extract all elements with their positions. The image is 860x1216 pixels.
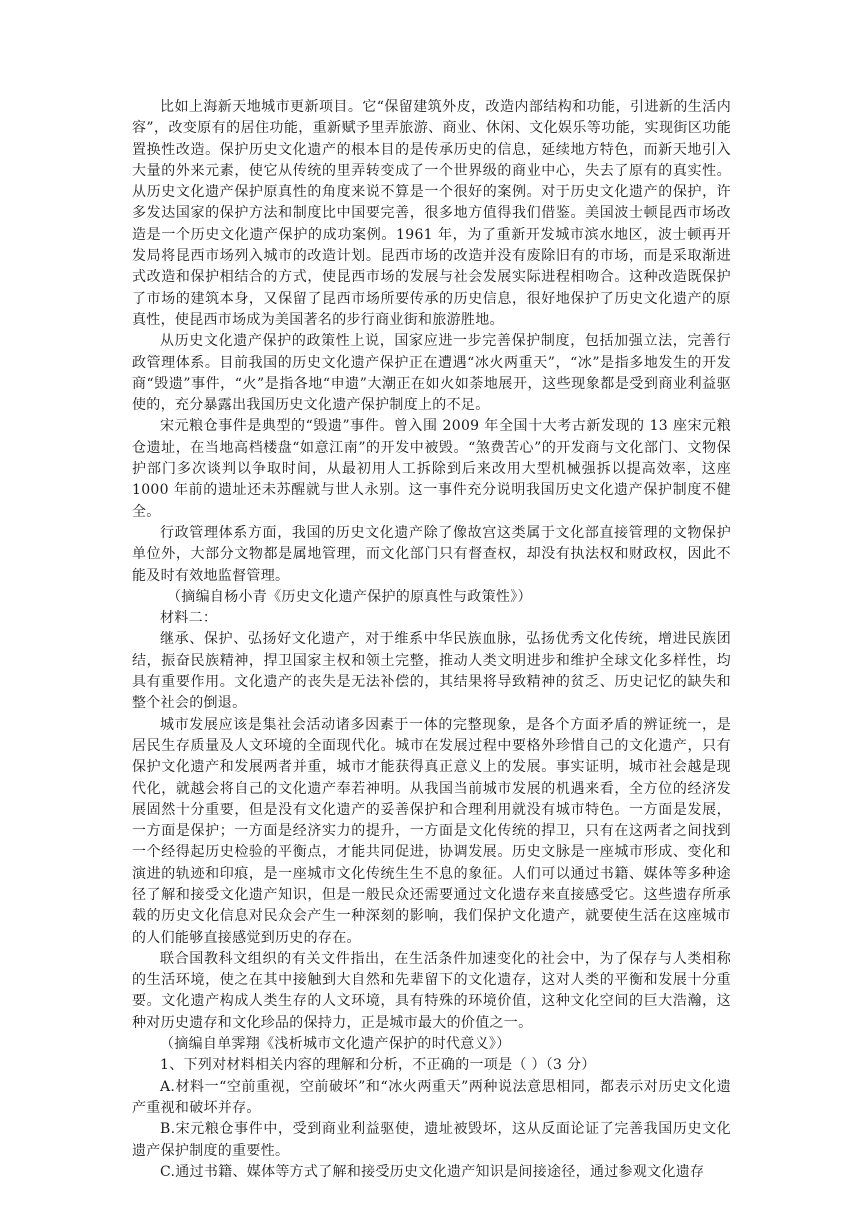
document-page <box>132 97 731 1183</box>
paragraph-administration: 行政管理体系方面，我国的历史文化遗产除了像故宫这类属于文化部直接管理的文物保护单位外，大部分文物都是属地管理，而文化部门只有督查权，却没有执法权和财政权，因此不能及时有效地监督管理。 <box>132 524 731 584</box>
question-stem: 1、下列对材料相关内容的理解和分析，不正确的一项是（ ）（3 分） <box>160 1057 596 1074</box>
question-option-a: A.材料一“空前重视，空前破坏”和“冰火两重天”两种说法意思相同，都表示对历史文化遗产重视和破坏并存。 <box>132 1078 731 1116</box>
paragraph-unesco: 联合国教科文组织的有关文件指出，在生活条件加速变化的社会中，为了保存与人类相称的生活环境，使之在其中接触到大自然和先辈留下的文化遗存，这对人类的平衡和发展十分重要。文化遗产构成人类生存的人文环境，具有特殊的环境价值，这种文化空间的巨大浩瀚，这种对历史遗存和文化珍品的保持力，正是城市最大的价值之一。 <box>132 950 731 1031</box>
source-citation-2: （摘编自单霁翔《浅析城市文化遗产保护的时代意义》） <box>160 1036 511 1053</box>
paragraph-policy: 从历史文化遗产保护的政策性上说，国家应进一步完善保护制度，包括加强立法，完善行政管理体系。目前我国的历史文化遗产保护正在遭遇“冰火两重天”，“冰”是指多地发生的开发商“毁遗”事件，“火”是指各地“申遗”大潮正在如火如荼地展开，这些现象都是受到商业利益驱使的，充分暴露出我国历史文化遗产保护制度上的不足。 <box>132 333 731 414</box>
paragraph-inheritance: 继承、保护、弘扬好文化遗产，对于维系中华民族血脉，弘扬优秀文化传统，增进民族团结，振奋民族精神，捍卫国家主权和领土完整，推动人类文明进步和维护全球文化多样性，均具有重要作用。文化遗产的丧失是无法补偿的，其结果将导致精神的贫乏、历史记忆的缺失和整个社会的倒退。 <box>132 631 731 712</box>
paragraph-granary: 宋元粮仓事件是典型的“毁遗”事件。曾入围 2009 年全国十大考古新发现的 13 座宋元粮仓遗址，在当地高档楼盘“如意江南”的开发中被毁。“煞费苦心”的开发商与文化部门、文物保护部门多次谈判以争取时间，从最初用人工拆除到后来改用大型机械强拆以提高效率，这座 1000 年前的遗址还未苏醒就与世人永别。这一事件充分说明我国历史文化遗产保护制度不健全。 <box>132 418 731 520</box>
paragraph-city-development: 城市发展应该是集社会活动诸多因素于一体的完整现象，是各个方面矛盾的辨证统一，是居民生存质量及人文环境的全面现代化。城市在发展过程中要格外珍惜自己的文化遗产，只有保护文化遗产和发展两者并重，城市才能获得真正意义上的发展。事实证明，城市社会越是现代化，就越会将自己的文化遗产奉若神明。从我国当前城市发展的机遇来看，全方位的经济发展固然十分重要，但是没有文化遗产的妥善保护和合理利用就没有城市特色。一方面是发展，一方面是保护；一方面是经济实力的提升，一方面是文化传统的捍卫，只有在这两者之间找到一个经得起历史检验的平衡点，才能共同促进，协调发展。历史文脉是一座城市形成、变化和演进的轨迹和印痕，是一座城市文化传统生生不息的象征。人们可以通过书籍、媒体等多种途径了解和接受文化遗产知识，但是一般民众还需要通过文化遗存来直接感受它。这些遗存所承载的历史文化信息对民众会产生一种深刻的影响，我们保护文化遗产，就要使生活在这座城市的人们能够直接感觉到历史的存在。 <box>132 716 731 946</box>
question-option-b: B.宋元粮仓事件中，受到商业利益驱使，遗址被毁坏，这从反面论证了完善我国历史文化遗产保护制度的重要性。 <box>132 1121 731 1159</box>
paragraph-xintiandi: 比如上海新天地城市更新项目。它“保留建筑外皮，改造内部结构和功能，引进新的生活内容”，改变原有的居住功能，重新赋予里弄旅游、商业、休闲、文化娱乐等功能，实现街区功能置换性改造。保护历史文化遗产的根本目的是传承历史的信息，延续地方特色，而新天地引入大量的外来元素，使它从传统的里弄转变成了一个世界级的商业中心，失去了原有的真实性。从历史文化遗产保护原真性的角度来说不算是一个很好的案例。对于历史文化遗产的保护，许多发达国家的保护方法和制度比中国要完善，很多地方值得我们借鉴。美国波士顿昆西市场改造是一个历史文化遗产保护的成功案例。1961 年，为了重新开发城市滨水地区，波士顿再开发局将昆西市场列入城市的改造计划。昆西市场的改造并没有废除旧有的市场，而是采取渐进式改造和保护相结合的方式，使昆西市场的发展与社会发展实际进程相吻合。这种改造既保护了市场的建筑本身，又保留了昆西市场所要传承的历史信息，很好地保护了历史文化遗产的原真性，使昆西市场成为美国著名的步行商业街和旅游胜地。 <box>132 99 731 328</box>
source-citation-1: （摘编自杨小青《历史文化遗产保护的原真性与政策性》） <box>167 588 532 605</box>
material-two-label: 材料二： <box>160 610 218 627</box>
question-option-c: C.通过书籍、媒体等方式了解和接受历史文化遗产知识是间接途径，通过参观文化遗存 <box>160 1163 705 1180</box>
